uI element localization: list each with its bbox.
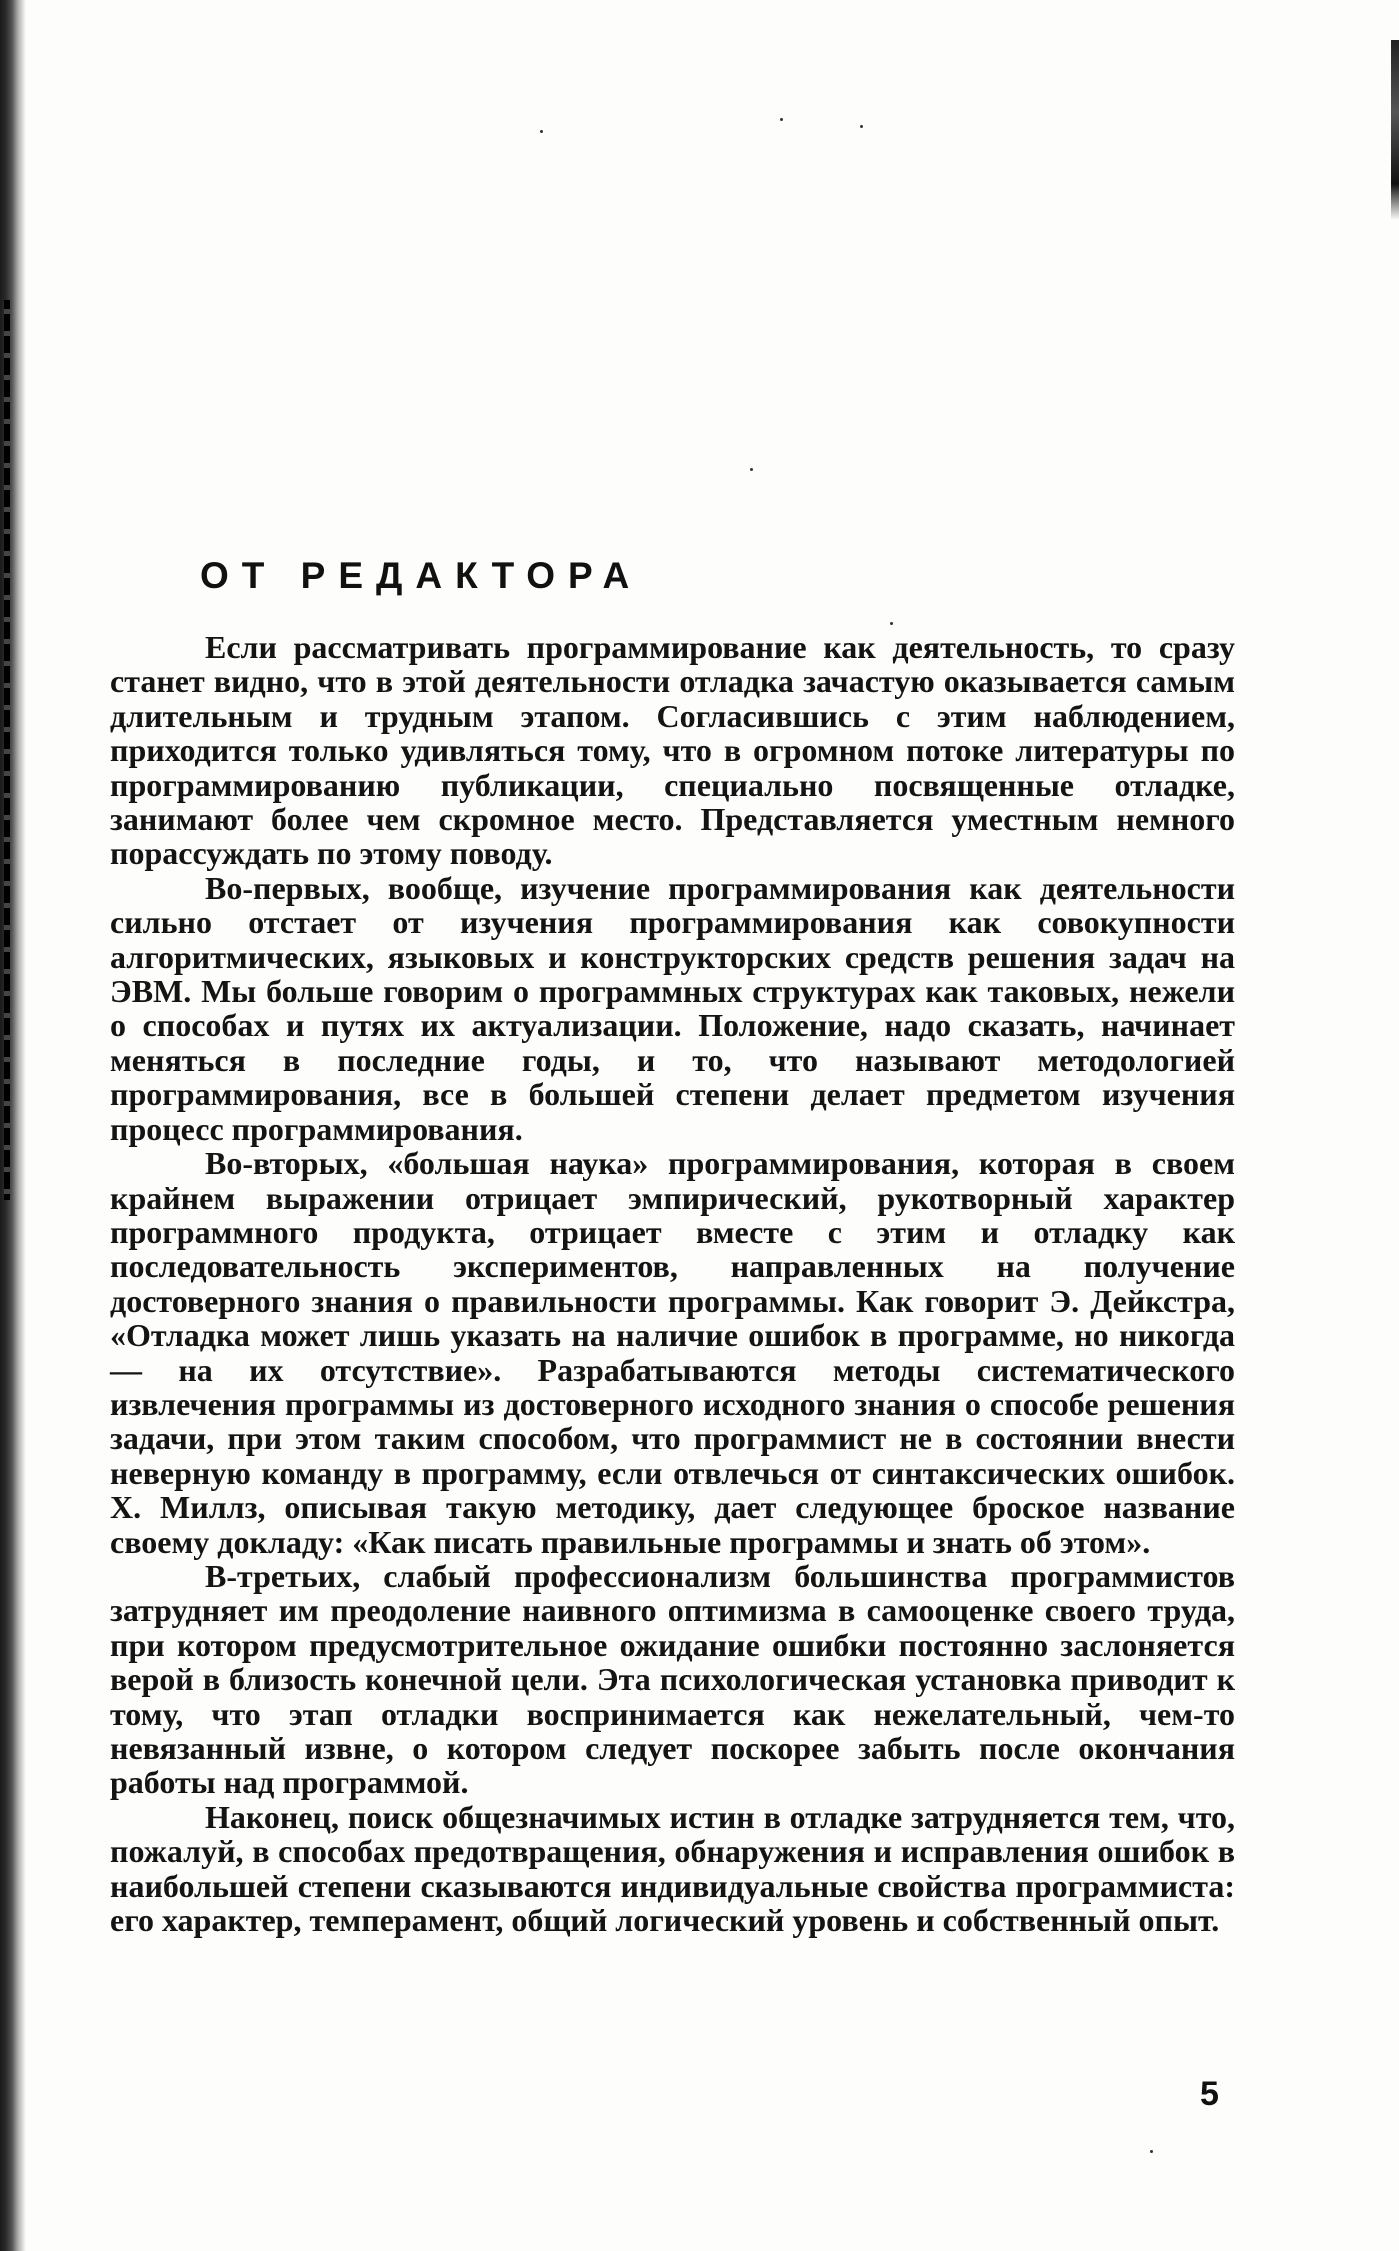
paragraph: Во-первых, вообще, изучение программирования как деятельности сильно отстает от изучения программирования как совокупности алгоритмических, языковых и конструкторских средств решения задач на ЭВМ. Мы больше говорим о программных структурах как таковых, нежели о способах и путях их актуализации. Положение, надо сказать, начинает меняться в последние годы, и то, что называют методологией программирования, все в большей степени делает предметом изучения процесс программирования. — [110, 869, 1235, 1147]
scan-speck — [1150, 2150, 1153, 2153]
section-title: ОТ РЕДАКТОРА — [200, 555, 643, 596]
binding-edge — [0, 0, 26, 2251]
paragraph: Наконец, поиск общезначимых истин в отладке затрудняется тем, что, пожалуй, в способах предотвращения, обнаружения и исправления ошибок в наибольшей степени сказываются индивидуальные свойства программиста: его характер, темперамент, общий логический уровень и собственный опыт. — [110, 1798, 1235, 1939]
scan-speck — [540, 130, 543, 133]
body-text — [110, 630, 1235, 1937]
paragraph: Если рассматривать программирование как деятельность, то сразу станет видно, что в этой деятельности отладка зачастую оказывается самым длительным и трудным этапом. Согласившись с этим наблюдением, приходится только удивляться тому, что в огромном потоке литературы по программированию публикации, специально посвященные отладке, занимают более чем скромное место. Представляется уместным немного порассуждать по этому поводу. — [110, 629, 1235, 872]
scan-speck — [750, 468, 753, 471]
paragraph: В-третьих, слабый профессионализм большинства программистов затрудняет им преодоление наивного оптимизма в самооценке своего труда, при котором предусмотрительное ожидание ошибки постоянно заслоняется верой в близость конечной цели. Эта психологическая установка приводит к тому, что этап отладки воспринимается как нежелательный, чем-то невязанный извне, о котором следует поскорее забыть после окончания работы над программой. — [110, 1557, 1235, 1801]
page-number: 5 — [1200, 2075, 1219, 2113]
scan-speck — [890, 622, 893, 625]
paragraph: Во-вторых, «большая наука» программирования, которая в своем крайнем выражении отрицает эмпирический, рукотворный характер программного продукта, отрицает вместе с этим и отладку как последовательность экспериментов, направленных на получение достоверного знания о правильности программы. Как говорит Э. Дейкстра, «Отладка может лишь указать на наличие ошибок в программе, но никогда — на их отсутствие». Разрабатываются методы систематического извлечения программы из достоверного исходного знания о способе решения задачи, при этом таким способом, что программист не в состоянии внести неверную команду в программу, если отвлечься от синтаксических ошибок. Х. Миллз, описывая такую методику, дает следующее броское название своему докладу: «Как писать правильные программы и знать об этом». — [110, 1145, 1235, 1560]
scan-speck — [780, 118, 783, 121]
scan-edge-artifact — [1391, 40, 1399, 220]
scan-speck — [860, 125, 863, 128]
